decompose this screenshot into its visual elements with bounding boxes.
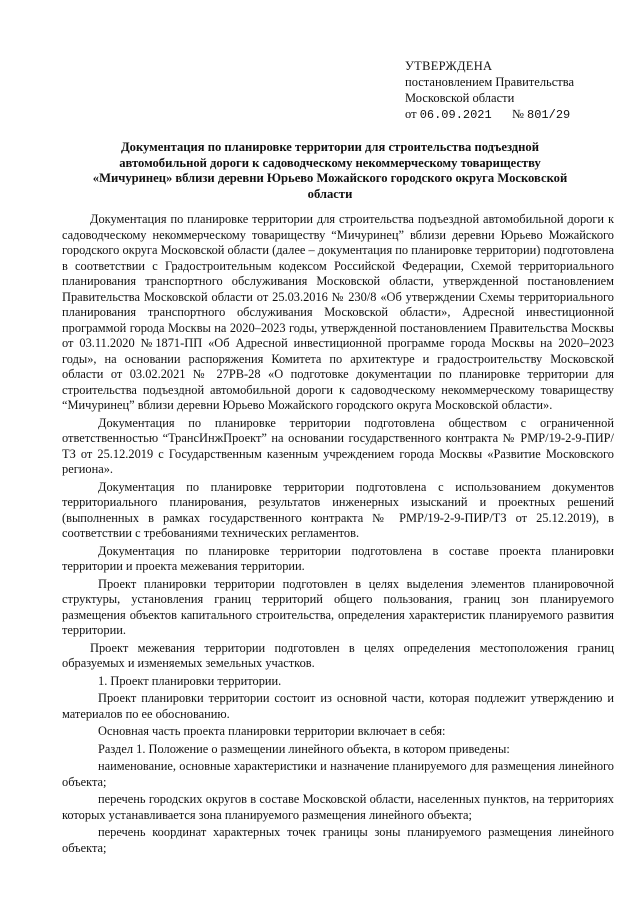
approval-number: 801/29: [527, 108, 571, 122]
approval-date: 06.09.2021: [419, 108, 492, 122]
paragraph: Документация по планировке территории для строительства подъездной автомобильной дороги к садоводческому некоммерческому товариществу “Мичуринец” вблизи деревни Юрьево Можайского городского округа Московской области (далее – документация по планировке территории) подготовлена в соответствии с Градостроительным кодексом Российской Федерации, Схемой территориального планирования транспортного обслуживания Московской области, утвержденной постановлением Правительства Московской области от 25.03.2016 № 230/8 «Об утверждении Схемы территориального планирования транспортного обслуживания Московской области», Адресной инвестиционной программой города Москвы на 2020–2023 годы, утвержденной постановлением Правительства Москвы от 03.11.2020 №1871-ПП «Об Адресной инвестиционной программе города Москвы на 2020–2023 годы», на основании распоряжения Комитета по архитектуре и градостроительству Московской области от 03.02.2021 № 27РВ-28 «О подготовке документации по планировке территории для строительства подъездной автомобильной дороги к садоводческому некоммерческому товариществу “Мичуринец” вблизи деревни Юрьево Можайского городского округа Московской области».: [62, 212, 614, 412]
paragraph: Проект планировки территории подготовлен в целях выделения элементов планировочной структуры, установления границ территорий общего пользования, границ зон планируемого размещения объектов капитального строительства, определения характеристик планируемого развития территории.: [62, 576, 614, 637]
approval-line-1: постановлением Правительства: [405, 75, 575, 89]
paragraph: Документация по планировке территории подготовлена обществом с ограниченной ответственностью “ТрансИнжПроект” на основании государственного контракта № РМР/19-2-9-ПИР/ТЗ от 25.12.2019 с Государственным казенным учреждением города Москвы «Развитие Московского региона».: [62, 415, 614, 476]
approval-date-line: [405, 106, 635, 123]
paragraph: Раздел 1. Положение о размещении линейного объекта, в котором приведены:: [98, 741, 510, 756]
list-item: перечень городских округов в составе Московской области, населенных пунктов, на территориях которых устанавливается зона планируемого размещения линейного объекта;: [62, 792, 614, 822]
list-item: наименование, основные характеристики и назначение планируемого для размещения линейного объекта;: [62, 759, 614, 789]
paragraph: Документация по планировке территории подготовлена в составе проекта планировки территории и проекта межевания территории.: [62, 543, 614, 573]
approval-date-prefix: от: [405, 107, 417, 121]
document-body: [62, 212, 614, 858]
paragraph: Проект межевания территории подготовлен в целях определения местоположения границ образуемых и изменяемых земельных участков.: [62, 640, 614, 670]
paragraph: Основная часть проекта планировки территории включает в себя:: [98, 724, 446, 738]
list-item: перечень координат характерных точек границы зоны планируемого размещения линейного объекта;: [62, 825, 614, 855]
paragraph: Проект планировки территории состоит из основной части, которая подлежит утверждению и материалов по ее обоснованию.: [62, 691, 614, 721]
approval-line-2: Московской области: [405, 91, 515, 105]
approval-number-prefix: №: [511, 107, 524, 121]
section-heading: 1. Проект планировки территории.: [98, 673, 282, 688]
paragraph: Документация по планировке территории подготовлена с использованием документов территориального планирования, результатов инженерных изысканий и проектных решений (выполненных в рамках государственного контракта № РМР/19-2-9-ПИР/ТЗ от 25.12.2019), в соответствии с требованиями технических регламентов.: [62, 479, 614, 540]
document-title: Документация по планировке территории для строительства подъездной автомобильной дороги к садоводческому некоммерческому товариществу «Мичуринец» вблизи деревни Юрьево Можайского городского округа Московской области: [92, 140, 568, 201]
approval-title: УТВЕРЖДЕНА: [405, 59, 493, 73]
approval-stamp: [405, 58, 635, 123]
